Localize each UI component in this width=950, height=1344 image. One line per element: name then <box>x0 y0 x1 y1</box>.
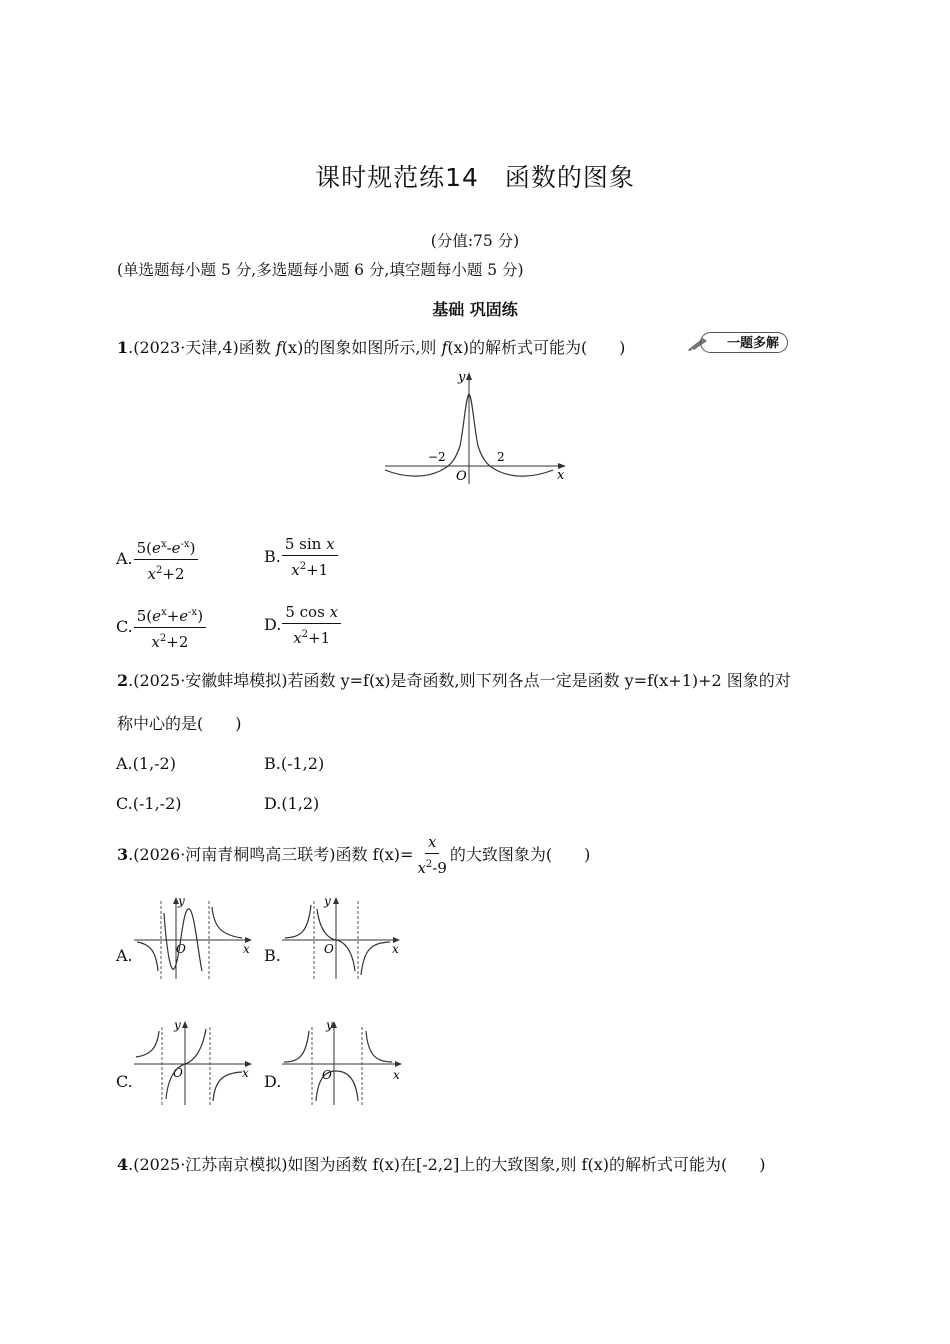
fraction-numerator: $5(e^x-e^{-x})$ <box>134 535 199 560</box>
question-source: .(2023·天津,4)函数 <box>128 338 276 357</box>
q3-option-c-label[interactable]: C. <box>116 1072 133 1091</box>
x-axis-label: x <box>392 942 399 956</box>
question-text-end: 的解析式可能为( ) <box>468 338 626 357</box>
multiple-solutions-tag: 一题多解 <box>700 332 788 353</box>
y-axis-label: y <box>178 894 185 908</box>
origin-label: O <box>324 942 334 956</box>
question-text: .(2026·河南青桐鸣高三联考)函数 f(x)= <box>128 845 414 864</box>
x-axis-label: x <box>243 942 250 956</box>
x-axis-label: x <box>393 1068 400 1082</box>
q3-option-d-graph[interactable] <box>280 1017 404 1107</box>
q2-option-b[interactable]: B.(-1,2) <box>264 754 325 773</box>
scoring-rules: (单选题每小题 5 分,多选题每小题 6 分,填空题每小题 5 分) <box>117 261 524 279</box>
origin-label: O <box>173 1066 183 1080</box>
q2-option-d[interactable]: D.(1,2) <box>264 794 320 813</box>
q1-function-graph <box>380 366 570 486</box>
question-number: 2 <box>117 671 129 690</box>
y-axis-label: y <box>326 1018 333 1032</box>
question-4 <box>117 1154 765 1176</box>
option-letter: B. <box>264 547 281 566</box>
q3-option-a-graph[interactable] <box>132 893 254 981</box>
q3-option-d-label[interactable]: D. <box>264 1072 282 1091</box>
fraction-denominator: $x^2+1$ <box>291 561 329 579</box>
section-heading: 基础 巩固练 <box>432 300 518 319</box>
y-axis-label: y <box>324 894 331 908</box>
question-2 <box>117 670 791 692</box>
origin-label: O <box>176 942 186 956</box>
question-text: .(2025·安徽蚌埠模拟)若函数 y=f(x)是奇函数,则下列各点一定是函数 y=f(x+1)+2 图象的对 <box>128 671 791 690</box>
option-letter: A. <box>116 549 133 568</box>
q1-option-c[interactable] <box>116 603 206 652</box>
q2-option-a[interactable]: A.(1,-2) <box>116 754 176 773</box>
fraction-numerator: 5 cos x <box>282 603 341 624</box>
page-title: 课时规范练14 函数的图象 <box>315 163 635 192</box>
option-letter: D. <box>264 615 282 634</box>
question-number: 4 <box>117 1155 129 1174</box>
q2-option-c[interactable]: C.(-1,-2) <box>116 794 182 813</box>
q3-option-a-label[interactable]: A. <box>116 946 133 965</box>
y-axis-label: y <box>458 370 466 385</box>
question-number: 3 <box>117 845 129 864</box>
question-3 <box>117 833 590 878</box>
fraction-denominator: $x^2+1$ <box>293 629 331 647</box>
q3-option-b-label[interactable]: B. <box>264 946 281 965</box>
tick-neg2: −2 <box>428 450 446 464</box>
fraction <box>282 603 341 648</box>
question-1 <box>117 337 625 359</box>
func-symbol: f <box>441 338 448 357</box>
fraction-numerator: 5 sin x <box>282 535 338 556</box>
func-arg: (x) <box>447 338 469 357</box>
fraction <box>134 603 206 652</box>
fraction <box>134 535 199 584</box>
x-axis-label: x <box>242 1066 249 1080</box>
q3-option-b-graph[interactable] <box>280 893 404 981</box>
fraction <box>282 535 338 580</box>
question-2-line2: 称中心的是( ) <box>117 714 242 733</box>
func-symbol: f <box>275 338 282 357</box>
y-axis-arrow <box>466 372 472 380</box>
option-letter: C. <box>116 617 133 636</box>
question-text-end: 的大致图象为( ) <box>449 845 591 864</box>
fraction-numerator: $5(e^x+e^{-x})$ <box>134 603 206 628</box>
q1-option-a[interactable] <box>116 535 198 584</box>
q1-option-b[interactable] <box>264 535 338 580</box>
func-arg: (x) <box>281 338 304 357</box>
origin-label: O <box>322 1068 332 1082</box>
score-info: (分值:75 分) <box>430 232 520 250</box>
question-number: 1 <box>117 338 129 357</box>
origin-label: O <box>456 469 467 484</box>
q3-option-c-graph[interactable] <box>132 1017 254 1107</box>
y-axis-label: y <box>174 1018 181 1032</box>
question-text: 的图象如图所示,则 <box>303 338 442 357</box>
fraction-denominator: $x^2+2$ <box>147 565 185 583</box>
question-text: .(2025·江苏南京模拟)如图为函数 f(x)在[-2,2]上的大致图象,则 f(x)的解析式可能为( ) <box>128 1155 766 1174</box>
q1-option-d[interactable] <box>264 603 341 648</box>
fraction-denominator: $x^2-9$ <box>417 859 447 877</box>
x-axis-label: x <box>557 468 565 483</box>
tick-pos2: 2 <box>497 450 505 464</box>
fraction-numerator: x <box>425 833 439 854</box>
fraction-denominator: $x^2+2$ <box>151 633 189 651</box>
fraction <box>414 833 449 878</box>
